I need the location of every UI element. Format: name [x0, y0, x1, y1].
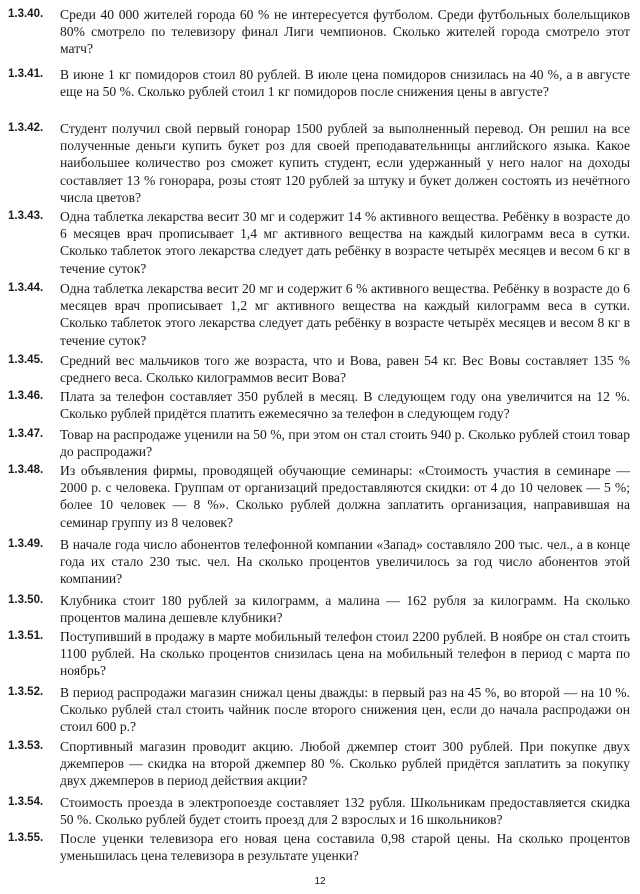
problem-number: 1.3.40. — [8, 8, 44, 20]
problem-text: В начале года число абонентов телефонной компании «Запад» составляло 200 тыс. чел., а в конце года их стало 230 тыс. чел. На сколько процентов увеличилось за год число абонентов этой компании? — [60, 537, 630, 587]
problem-1-3-54 — [8, 794, 630, 828]
problem-number: 1.3.42. — [8, 122, 44, 134]
problem-1-3-42 — [8, 120, 630, 206]
problem-text: Из объявления фирмы, проводящей обучающие семинары: «Стоимость участия в семинаре — 2000 р. с человека. Группам от организаций предоставляются скидки: от 4 до 10 человек — 5 %; более 10 человек — 8 %». Сколько рублей должна заплатить организация, направившая на семинар группу из 8 человек? — [60, 463, 630, 530]
problem-text: Товар на распродаже уценили на 50 %, при этом он стал стоить 940 р. Сколько рублей стоил товар до распродажи? — [60, 427, 630, 460]
problem-number: 1.3.54. — [8, 796, 44, 808]
problem-text: Среди 40 000 жителей города 60 % не интересуется футболом. Среди футбольных болельщиков 80% смотрело по телевизору финал Лиги чемпионов. Сколько жителей города смотрело этот матч? — [60, 7, 630, 57]
problem-number: 1.3.53. — [8, 740, 44, 752]
problem-1-3-46 — [8, 388, 630, 422]
problem-number: 1.3.52. — [8, 686, 44, 698]
problem-1-3-51 — [8, 628, 630, 680]
problem-1-3-55 — [8, 830, 630, 864]
problem-text: Клубника стоит 180 рублей за килограмм, а малина — 162 рубля за килограмм. На сколько процентов малина дешевле клубники? — [60, 593, 630, 626]
problem-1-3-49 — [8, 536, 630, 588]
problem-number: 1.3.51. — [8, 630, 44, 642]
problem-1-3-53 — [8, 738, 630, 790]
problem-number: 1.3.43. — [8, 210, 44, 222]
problem-number: 1.3.44. — [8, 282, 44, 294]
problem-1-3-44 — [8, 280, 630, 349]
page-number: 12 — [314, 876, 326, 887]
problem-1-3-45 — [8, 352, 630, 386]
problem-number: 1.3.50. — [8, 594, 44, 606]
problem-text: Студент получил свой первый гонорар 1500 рублей за выполненный перевод. Он решил на все полученные деньги купить букет роз для своей преподавательницы английского языка. Какое наибольшее количество роз сможет купить студент, если удержанный у него налог на доходы составляет 13 % гонорара, розы стоят 120 рублей за штуку и букет должен состоять из нечётного числа цветов? — [60, 121, 630, 205]
problem-text: Средний вес мальчиков того же возраста, что и Вова, равен 54 кг. Вес Вовы составляет 135 % среднего веса. Сколько килограммов весит Вова? — [60, 353, 630, 386]
problem-text: Одна таблетка лекарства весит 20 мг и содержит 6 % активного вещества. Ребёнку в возрасте до 6 месяцев врач прописывает 1,2 мг активного вещества на каждый килограмм веса в сутки. Сколько таблеток этого лекарства следует дать ребёнку в возрасте четырёх месяцев и весом 8 кг в течение суток? — [60, 281, 630, 348]
problem-1-3-40 — [8, 6, 630, 58]
problem-number: 1.3.49. — [8, 538, 44, 550]
problem-1-3-43 — [8, 208, 630, 277]
problem-text: В июне 1 кг помидоров стоил 80 рублей. В июле цена помидоров снизилась на 40 %, а в августе еще на 50 %. Сколько рублей стоил 1 кг помидоров после снижения цены в августе? — [60, 67, 630, 100]
problem-text: Плата за телефон составляет 350 рублей в месяц. В следующем году она увеличится на 12 %. Сколько рублей придётся платить ежемесячно за телефон в следующем году? — [60, 389, 630, 422]
problem-number: 1.3.46. — [8, 390, 44, 402]
problem-text: После уценки телевизора его новая цена составила 0,98 старой цены. На сколько процентов уменьшилась цена телевизора в результате уценки? — [60, 831, 630, 864]
problem-text: Поступивший в продажу в марте мобильный телефон стоил 2200 рублей. В ноябре он стал стоить 1100 рублей. На сколько процентов снизилась цена на мобильный телефон в период с марта по ноябрь? — [60, 629, 630, 679]
problem-1-3-48 — [8, 462, 630, 531]
problem-1-3-47 — [8, 426, 630, 460]
problem-1-3-52 — [8, 684, 630, 736]
problem-text: Одна таблетка лекарства весит 30 мг и содержит 14 % активного вещества. Ребёнку в возрасте до 6 месяцев врач прописывает 1,4 мг активного вещества на каждый килограмм веса в сутки. Сколько таблеток этого лекарства следует дать ребёнку в возрасте четырёх месяцев и весом 6 кг в течение суток? — [60, 209, 630, 276]
problem-text: Стоимость проезда в электропоезде составляет 132 рубля. Школьникам предоставляется скидка 50 %. Сколько рублей будет стоить проезд для 2 взрослых и 16 школьников? — [60, 795, 630, 828]
problem-number: 1.3.48. — [8, 464, 44, 476]
problem-1-3-50 — [8, 592, 630, 626]
problem-text: В период распродажи магазин снижал цены дважды: в первый раз на 45 %, во второй — на 10 %. Сколько рублей стал стоить чайник после второго снижения цен, если до начала распродажи он стоил 600 р.? — [60, 685, 630, 735]
problem-1-3-41 — [8, 66, 630, 100]
problem-number: 1.3.55. — [8, 832, 44, 844]
problem-text: Спортивный магазин проводит акцию. Любой джемпер стоит 300 рублей. При покупке двух джемперов — скидка на второй джемпер 80 %. Сколько рублей придётся заплатить за покупку двух джемперов в период действия акции? — [60, 739, 630, 789]
problem-number: 1.3.45. — [8, 354, 44, 366]
problem-number: 1.3.47. — [8, 428, 44, 440]
problem-number: 1.3.41. — [8, 68, 44, 80]
